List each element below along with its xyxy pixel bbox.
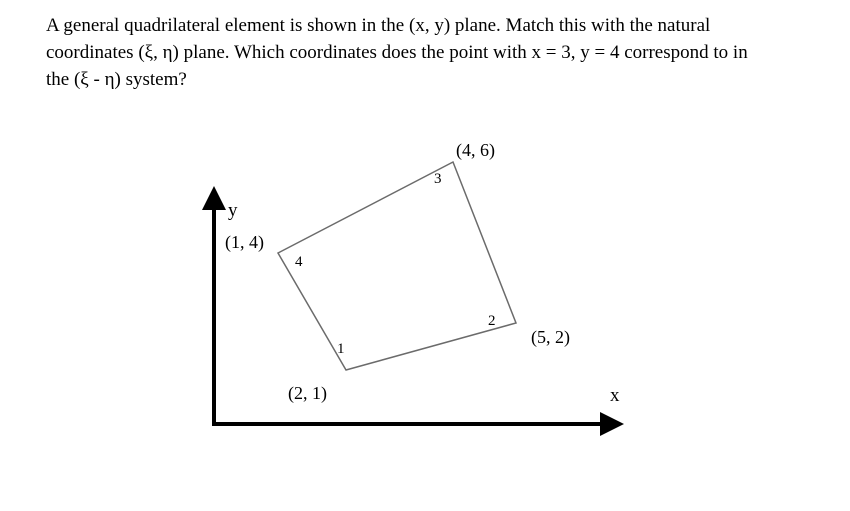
question-line-2: coordinates (ξ, η) plane. Which coordinates does the point with x = 3, y = 4 correspond to in — [46, 42, 748, 63]
quadrilateral-element — [278, 162, 516, 370]
node-number-1: 1 — [337, 341, 345, 357]
node-coord-label-4: (1, 4) — [225, 232, 264, 252]
node-number-4: 4 — [295, 254, 303, 270]
node-number-3: 3 — [434, 171, 442, 187]
question-line-3: the (ξ - η) system? — [46, 69, 187, 90]
node-coord-label-3: (4, 6) — [456, 140, 495, 160]
question-line-1: A general quadrilateral element is shown in the (x, y) plane. Match this with the natural — [46, 15, 711, 36]
node-number-2: 2 — [488, 313, 496, 329]
node-coord-label-2: (5, 2) — [531, 327, 570, 347]
x-axis-label: x — [610, 385, 620, 406]
y-axis-label: y — [228, 200, 238, 221]
node-coord-label-1: (2, 1) — [288, 383, 327, 403]
